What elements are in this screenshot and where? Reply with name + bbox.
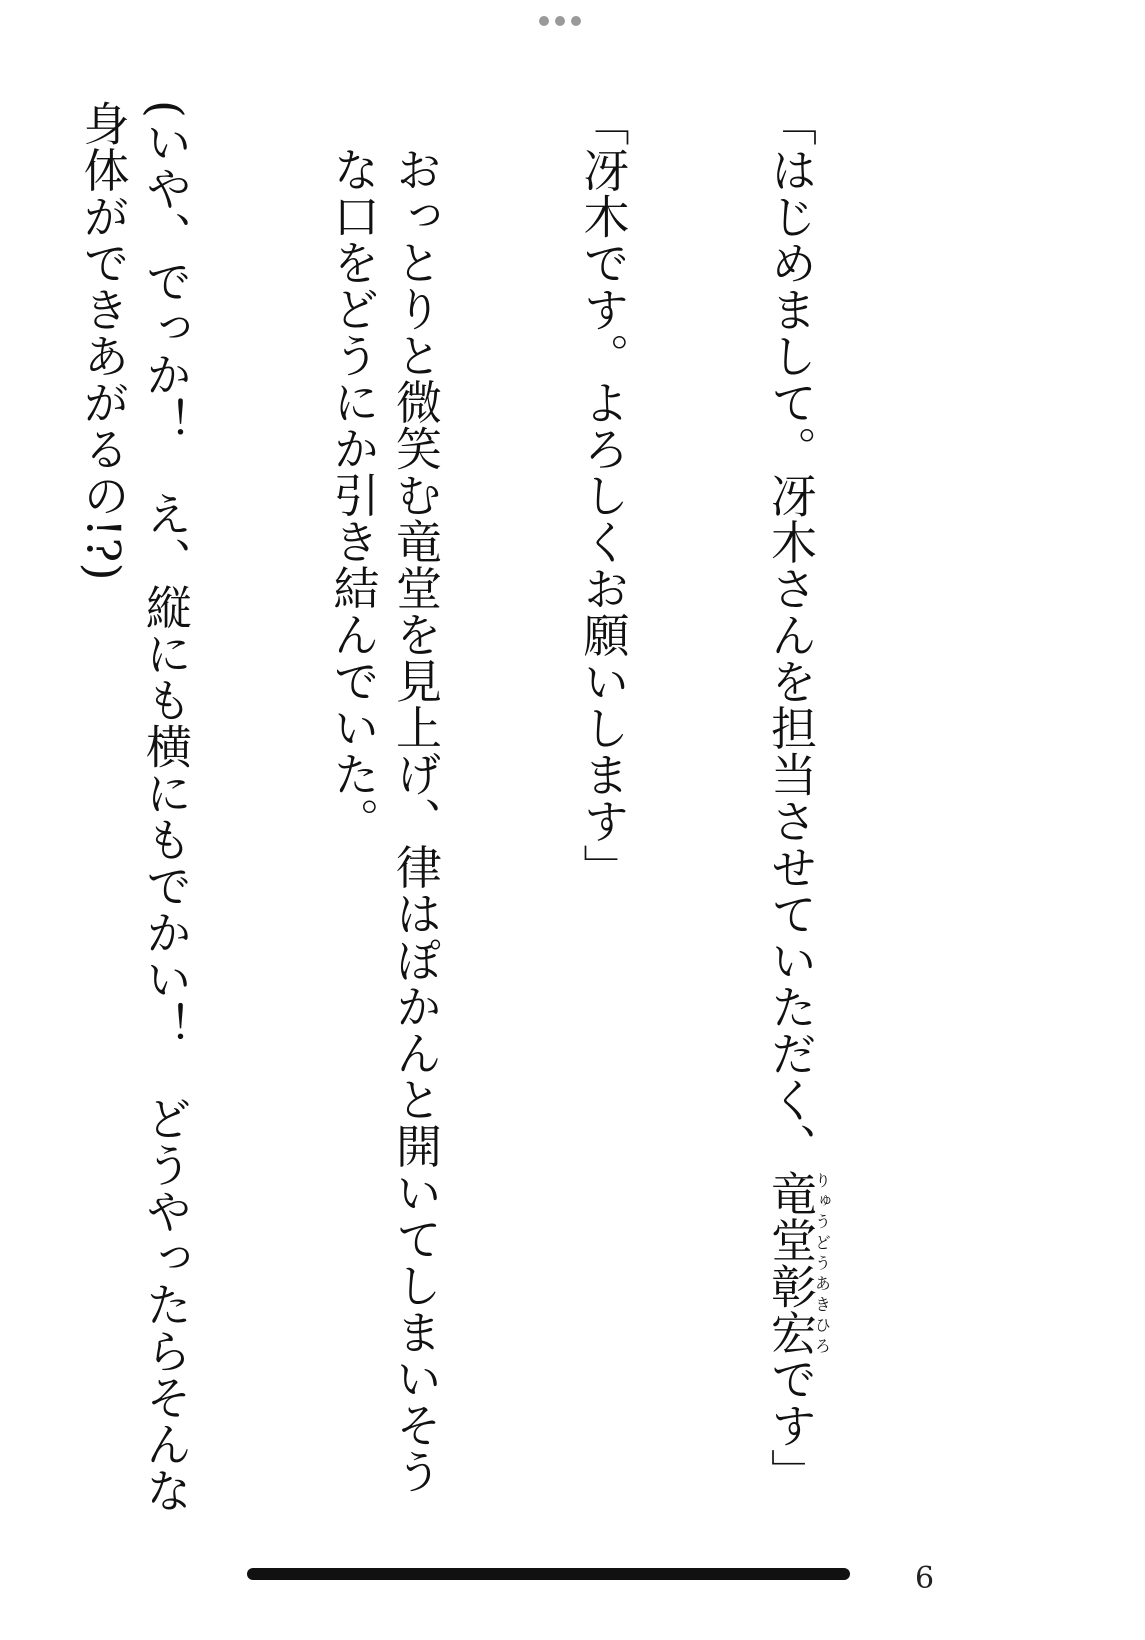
paragraph-1: 「はじめまして。冴木さんを担当させていただく、竜堂彰宏りゅうどうあきひろです」 bbox=[764, 100, 832, 1495]
dot bbox=[555, 16, 565, 26]
dot bbox=[539, 16, 549, 26]
home-indicator[interactable] bbox=[247, 1568, 850, 1580]
vertical-text-body bbox=[76, 100, 955, 1520]
paragraph-2: 「冴木です。よろしくお願いします」 bbox=[576, 100, 631, 891]
ruby-name: 竜堂彰宏りゅうどうあきひろ bbox=[764, 1169, 832, 1356]
dot bbox=[571, 16, 581, 26]
paragraph-4: (いや、でっか！ え、縦にも横にもでかい！ どうやったらそんな身体ができあがるの!?) bbox=[76, 100, 193, 1514]
paragraph-3: おっとりと微笑む竜堂を見上げ、律はぽかんと開いてしまいそうな口をどうにか引き結んでいた。 bbox=[326, 146, 443, 1495]
page-number: 6 bbox=[915, 1561, 935, 1596]
ellipsis-icon[interactable] bbox=[539, 16, 581, 26]
